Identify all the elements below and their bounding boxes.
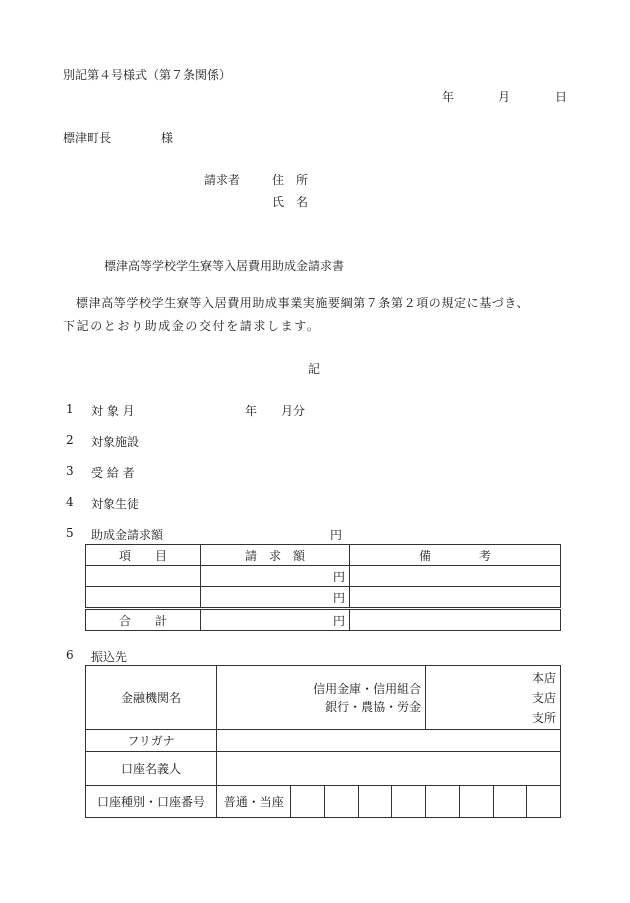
bank-transfer-table [85, 665, 561, 818]
table-row [86, 566, 561, 587]
table-row [86, 587, 561, 609]
item-number: 3 [66, 464, 74, 478]
body-line-1: 標津高等学校学生寮等入居費用助成事業実施要綱第７条第２項の規定に基づき、 [76, 296, 530, 310]
account-digit-box[interactable] [493, 786, 527, 818]
total-label: 合 計 [86, 609, 201, 631]
item-label: 対象施設 [91, 435, 140, 449]
requester-label: 請求者 [204, 173, 241, 187]
table-row [86, 545, 561, 566]
address-label: 住 所 [272, 173, 309, 187]
table-header: 請 求 額 [201, 545, 350, 566]
furigana-field[interactable] [217, 730, 561, 752]
name-label: 氏 名 [272, 195, 309, 209]
bank-types-line1: 信用金庫・信用組合 [313, 681, 422, 696]
form-label: 別記第４号様式（第７条関係） [63, 68, 232, 82]
table-row [86, 786, 561, 818]
item-number: 2 [66, 433, 74, 447]
item-label: 対象生徒 [91, 497, 140, 511]
branch-sub: 支店 [531, 690, 556, 705]
account-digit-box[interactable] [426, 786, 460, 818]
item-number: 6 [66, 648, 74, 662]
amount-cell[interactable]: 円 [201, 566, 350, 587]
bank-types-line2: 銀行・農協・労金 [325, 699, 422, 714]
note-cell[interactable] [350, 587, 561, 609]
item-cell[interactable] [86, 587, 201, 609]
item-cell[interactable] [86, 566, 201, 587]
ki-heading: 記 [308, 362, 321, 376]
item-tail: 円 [330, 528, 343, 542]
branch-main: 本店 [531, 670, 556, 685]
table-row [86, 666, 561, 730]
branch-office: 支所 [531, 710, 556, 725]
item-tail: 年 月分 [245, 404, 306, 418]
date-month: 月 [498, 90, 511, 104]
bank-label: 金融機関名 [86, 666, 217, 730]
amount-cell[interactable]: 円 [201, 587, 350, 609]
table-header: 備 考 [350, 545, 561, 566]
item-number: 1 [66, 402, 74, 416]
account-digit-box[interactable] [291, 786, 325, 818]
date-year: 年 [442, 90, 455, 104]
account-digit-box[interactable] [392, 786, 426, 818]
table-row [86, 609, 561, 631]
note-cell[interactable] [350, 566, 561, 587]
table-header: 項 目 [86, 545, 201, 566]
furigana-label: フリガナ [86, 730, 217, 752]
request-amount-table [85, 544, 561, 631]
holder-field[interactable] [217, 752, 561, 786]
table-row [86, 752, 561, 786]
total-amount-cell[interactable]: 円 [201, 609, 350, 631]
addressee: 標津町長 [63, 131, 112, 145]
account-digit-box[interactable] [325, 786, 359, 818]
account-digit-box[interactable] [459, 786, 493, 818]
honorific: 様 [161, 131, 174, 145]
doc-title: 標津高等学校学生寮等入居費用助成金請求書 [104, 259, 345, 273]
account-digit-box[interactable] [358, 786, 392, 818]
item-label: 助成金請求額 [91, 528, 164, 542]
body-line-2: 下記のとおり助成金の交付を請求します。 [63, 319, 321, 333]
item-label: 受 給 者 [91, 466, 135, 480]
account-label: 口座種別・口座番号 [86, 786, 217, 818]
item-label: 振込先 [91, 650, 128, 664]
holder-label: 口座名義人 [86, 752, 217, 786]
item-number: 4 [66, 495, 74, 509]
table-row [86, 730, 561, 752]
account-digit-box[interactable] [527, 786, 561, 818]
account-type[interactable]: 普通・当座 [217, 786, 291, 818]
branch-cell[interactable] [426, 666, 561, 730]
item-label: 対 象 月 [91, 404, 135, 418]
item-number: 5 [66, 526, 74, 540]
bank-name-cell[interactable] [217, 666, 426, 730]
note-cell[interactable] [350, 609, 561, 631]
date-day: 日 [555, 90, 568, 104]
